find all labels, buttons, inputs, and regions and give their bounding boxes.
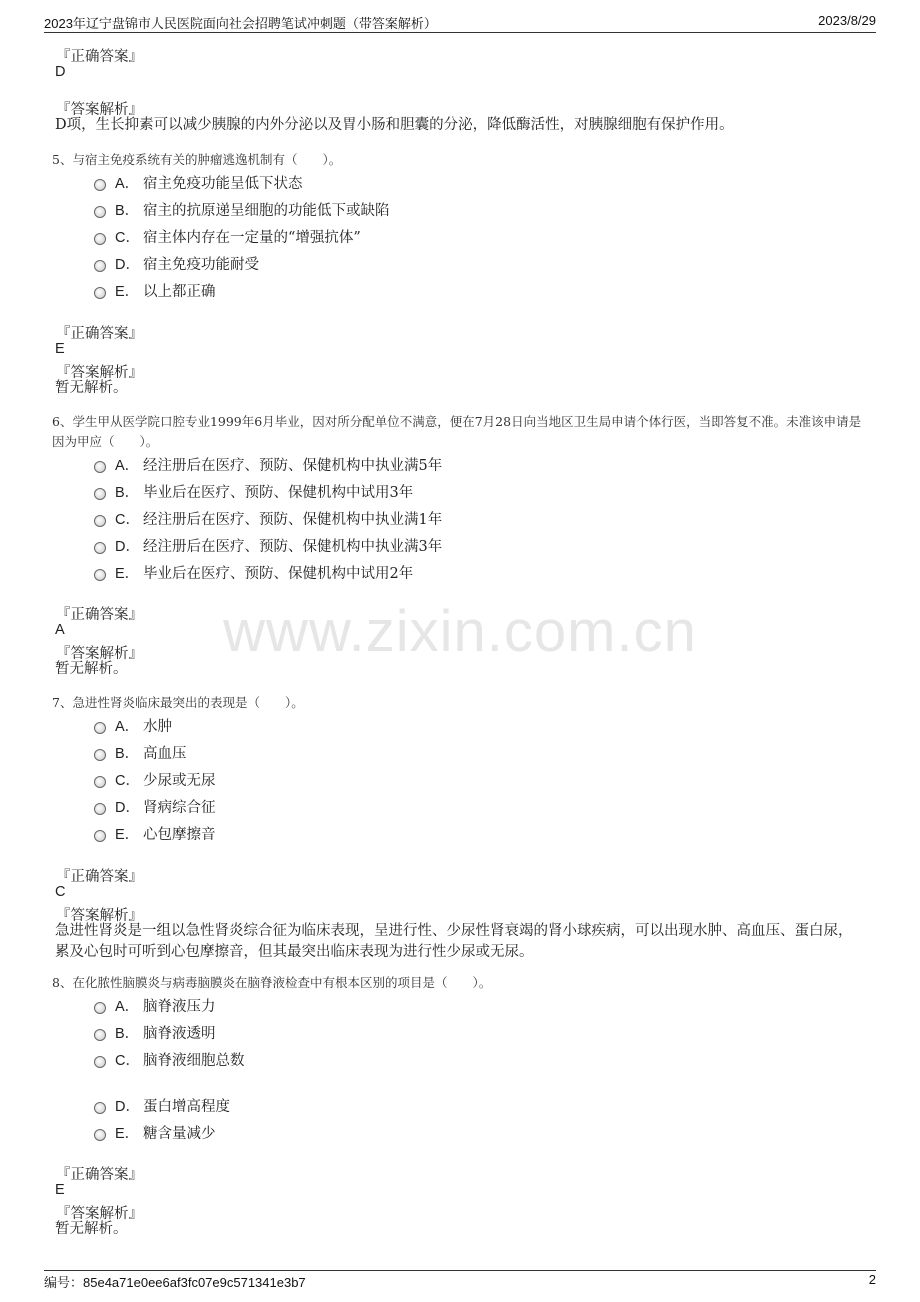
option-text: 心包摩擦音 bbox=[143, 827, 216, 843]
option-text: 毕业后在医疗、预防、保健机构中试用3年 bbox=[143, 485, 414, 501]
q8-analysis: 暂无解析。 bbox=[55, 1221, 128, 1237]
q7-question: 7、急进性肾炎临床最突出的表现是（ ）。 bbox=[52, 695, 304, 710]
option-letter: C． bbox=[115, 1053, 140, 1069]
option-text: 经注册后在医疗、预防、保健机构中执业满3年 bbox=[143, 539, 443, 555]
q7-option-a[interactable] bbox=[94, 715, 172, 736]
option-text: 脑脊液细胞总数 bbox=[143, 1053, 245, 1069]
option-text: 脑脊液透明 bbox=[143, 1026, 216, 1042]
radio-icon[interactable] bbox=[94, 461, 106, 473]
q8-option-d[interactable] bbox=[94, 1095, 230, 1116]
option-letter: E． bbox=[115, 1126, 140, 1142]
q6-option-e[interactable] bbox=[94, 562, 413, 583]
option-letter: C． bbox=[115, 230, 140, 246]
header-divider bbox=[44, 32, 876, 33]
radio-icon[interactable] bbox=[94, 803, 106, 815]
correct-answer-label: 『正确答案』 bbox=[56, 326, 143, 342]
q5-option-d[interactable] bbox=[94, 253, 259, 274]
q6-option-d[interactable] bbox=[94, 535, 442, 556]
watermark: www.zixin.com.cn bbox=[223, 599, 697, 664]
radio-icon[interactable] bbox=[94, 1029, 106, 1041]
q7-answer: C bbox=[55, 884, 66, 900]
q4-answer: D bbox=[55, 64, 66, 80]
option-letter: B． bbox=[115, 746, 140, 762]
q5-option-e[interactable] bbox=[94, 280, 216, 301]
q7-option-b[interactable] bbox=[94, 742, 187, 763]
document-date: 2023/8/29 bbox=[818, 13, 876, 28]
option-text: 肾病综合征 bbox=[143, 800, 216, 816]
page-number: 2 bbox=[868, 1272, 876, 1287]
q5-question: 5、与宿主免疫系统有关的肿瘤逃逸机制有（ ）。 bbox=[52, 152, 342, 167]
q7-option-e[interactable] bbox=[94, 823, 216, 844]
q7-analysis: 急进性肾炎是一组以急性肾炎综合征为临床表现，呈进行性、少尿性肾衰竭的肾小球疾病，可以出现水肿、高血压、蛋白尿，累及心包时可听到心包摩擦音，但其最突出临床表现为进行性少尿或无尿。 bbox=[55, 923, 853, 960]
q8-option-b[interactable] bbox=[94, 1022, 216, 1043]
q6-analysis: 暂无解析。 bbox=[55, 661, 128, 677]
option-letter: B． bbox=[115, 203, 140, 219]
radio-icon[interactable] bbox=[94, 206, 106, 218]
option-letter: E． bbox=[115, 284, 140, 300]
q5-option-c[interactable] bbox=[94, 226, 361, 247]
radio-icon[interactable] bbox=[94, 776, 106, 788]
radio-icon[interactable] bbox=[94, 1056, 106, 1068]
radio-icon[interactable] bbox=[94, 260, 106, 272]
q6-option-a[interactable] bbox=[94, 454, 442, 475]
q4-analysis: D项，生长抑素可以减少胰腺的内外分泌以及胃小肠和胆囊的分泌，降低酶活性，对胰腺细胞有保护作用。 bbox=[55, 117, 734, 133]
option-letter: D． bbox=[115, 1099, 140, 1115]
option-text: 少尿或无尿 bbox=[143, 773, 216, 789]
q8-option-e[interactable] bbox=[94, 1122, 216, 1143]
option-letter: D． bbox=[115, 257, 140, 273]
analysis-label: 『答案解析』 bbox=[56, 908, 143, 924]
option-letter: C． bbox=[115, 773, 140, 789]
radio-icon[interactable] bbox=[94, 515, 106, 527]
option-text: 宿主免疫功能耐受 bbox=[143, 257, 259, 273]
option-letter: A． bbox=[115, 999, 140, 1015]
q6-option-c[interactable] bbox=[94, 508, 442, 529]
option-text: 水肿 bbox=[143, 719, 172, 735]
radio-icon[interactable] bbox=[94, 233, 106, 245]
q6-option-b[interactable] bbox=[94, 481, 413, 502]
option-letter: A． bbox=[115, 176, 140, 192]
radio-icon[interactable] bbox=[94, 1129, 106, 1141]
option-text: 宿主免疫功能呈低下状态 bbox=[143, 176, 303, 192]
analysis-label: 『答案解析』 bbox=[56, 1206, 143, 1222]
option-text: 宿主的抗原递呈细胞的功能低下或缺陷 bbox=[143, 203, 390, 219]
option-letter: A． bbox=[115, 719, 140, 735]
option-letter: B． bbox=[115, 1026, 140, 1042]
option-text: 蛋白增高程度 bbox=[143, 1099, 230, 1115]
option-letter: D． bbox=[115, 800, 140, 816]
q8-answer: E bbox=[55, 1182, 65, 1198]
q7-option-d[interactable] bbox=[94, 796, 216, 817]
radio-icon[interactable] bbox=[94, 1002, 106, 1014]
radio-icon[interactable] bbox=[94, 1102, 106, 1114]
option-letter: B． bbox=[115, 485, 140, 501]
radio-icon[interactable] bbox=[94, 488, 106, 500]
q8-option-a[interactable] bbox=[94, 995, 216, 1016]
radio-icon[interactable] bbox=[94, 830, 106, 842]
radio-icon[interactable] bbox=[94, 722, 106, 734]
radio-icon[interactable] bbox=[94, 287, 106, 299]
option-letter: A． bbox=[115, 458, 140, 474]
q7-option-c[interactable] bbox=[94, 769, 216, 790]
option-letter: D． bbox=[115, 539, 140, 555]
q8-question: 8、在化脓性脑膜炎与病毒脑膜炎在脑脊液检查中有根本区别的项目是（ ）。 bbox=[52, 975, 492, 990]
q5-option-b[interactable] bbox=[94, 199, 390, 220]
option-letter: E． bbox=[115, 566, 140, 582]
option-text: 脑脊液压力 bbox=[143, 999, 216, 1015]
option-text: 经注册后在医疗、预防、保健机构中执业满5年 bbox=[143, 458, 443, 474]
option-text: 毕业后在医疗、预防、保健机构中试用2年 bbox=[143, 566, 414, 582]
footer-divider bbox=[44, 1270, 876, 1271]
option-text: 宿主体内存在一定量的“增强抗体” bbox=[143, 230, 361, 246]
document-code: 编号：85e4a71e0ee6af3fc07e9c571341e3b7 bbox=[44, 1275, 306, 1290]
correct-answer-label: 『正确答案』 bbox=[56, 49, 143, 65]
option-letter: C． bbox=[115, 512, 140, 528]
correct-answer-label: 『正确答案』 bbox=[56, 869, 143, 885]
q5-answer: E bbox=[55, 341, 65, 357]
option-text: 糖含量减少 bbox=[143, 1126, 216, 1142]
option-letter: E． bbox=[115, 827, 140, 843]
option-text: 经注册后在医疗、预防、保健机构中执业满1年 bbox=[143, 512, 443, 528]
option-text: 高血压 bbox=[143, 746, 187, 762]
q5-option-a[interactable] bbox=[94, 172, 303, 193]
radio-icon[interactable] bbox=[94, 749, 106, 761]
q5-analysis: 暂无解析。 bbox=[55, 380, 128, 396]
radio-icon[interactable] bbox=[94, 179, 106, 191]
radio-icon[interactable] bbox=[94, 542, 106, 554]
radio-icon[interactable] bbox=[94, 569, 106, 581]
analysis-label: 『答案解析』 bbox=[56, 365, 143, 381]
correct-answer-label: 『正确答案』 bbox=[56, 1167, 143, 1183]
document-title: 2023年辽宁盘锦市人民医院面向社会招聘笔试冲刺题（带答案解析） bbox=[44, 16, 437, 31]
analysis-label: 『答案解析』 bbox=[56, 102, 143, 118]
q6-question: 6、学生甲从医学院口腔专业1999年6月毕业，因对所分配单位不满意，便在7月28日向当地区卫生局申请个体行医，当即答复不准。未准该申请是因为甲应（ ）。 bbox=[52, 414, 862, 449]
option-text: 以上都正确 bbox=[143, 284, 216, 300]
correct-answer-label: 『正确答案』 bbox=[56, 607, 143, 623]
q8-option-c[interactable] bbox=[94, 1049, 245, 1070]
analysis-label: 『答案解析』 bbox=[56, 646, 143, 662]
q6-answer: A bbox=[55, 622, 65, 638]
